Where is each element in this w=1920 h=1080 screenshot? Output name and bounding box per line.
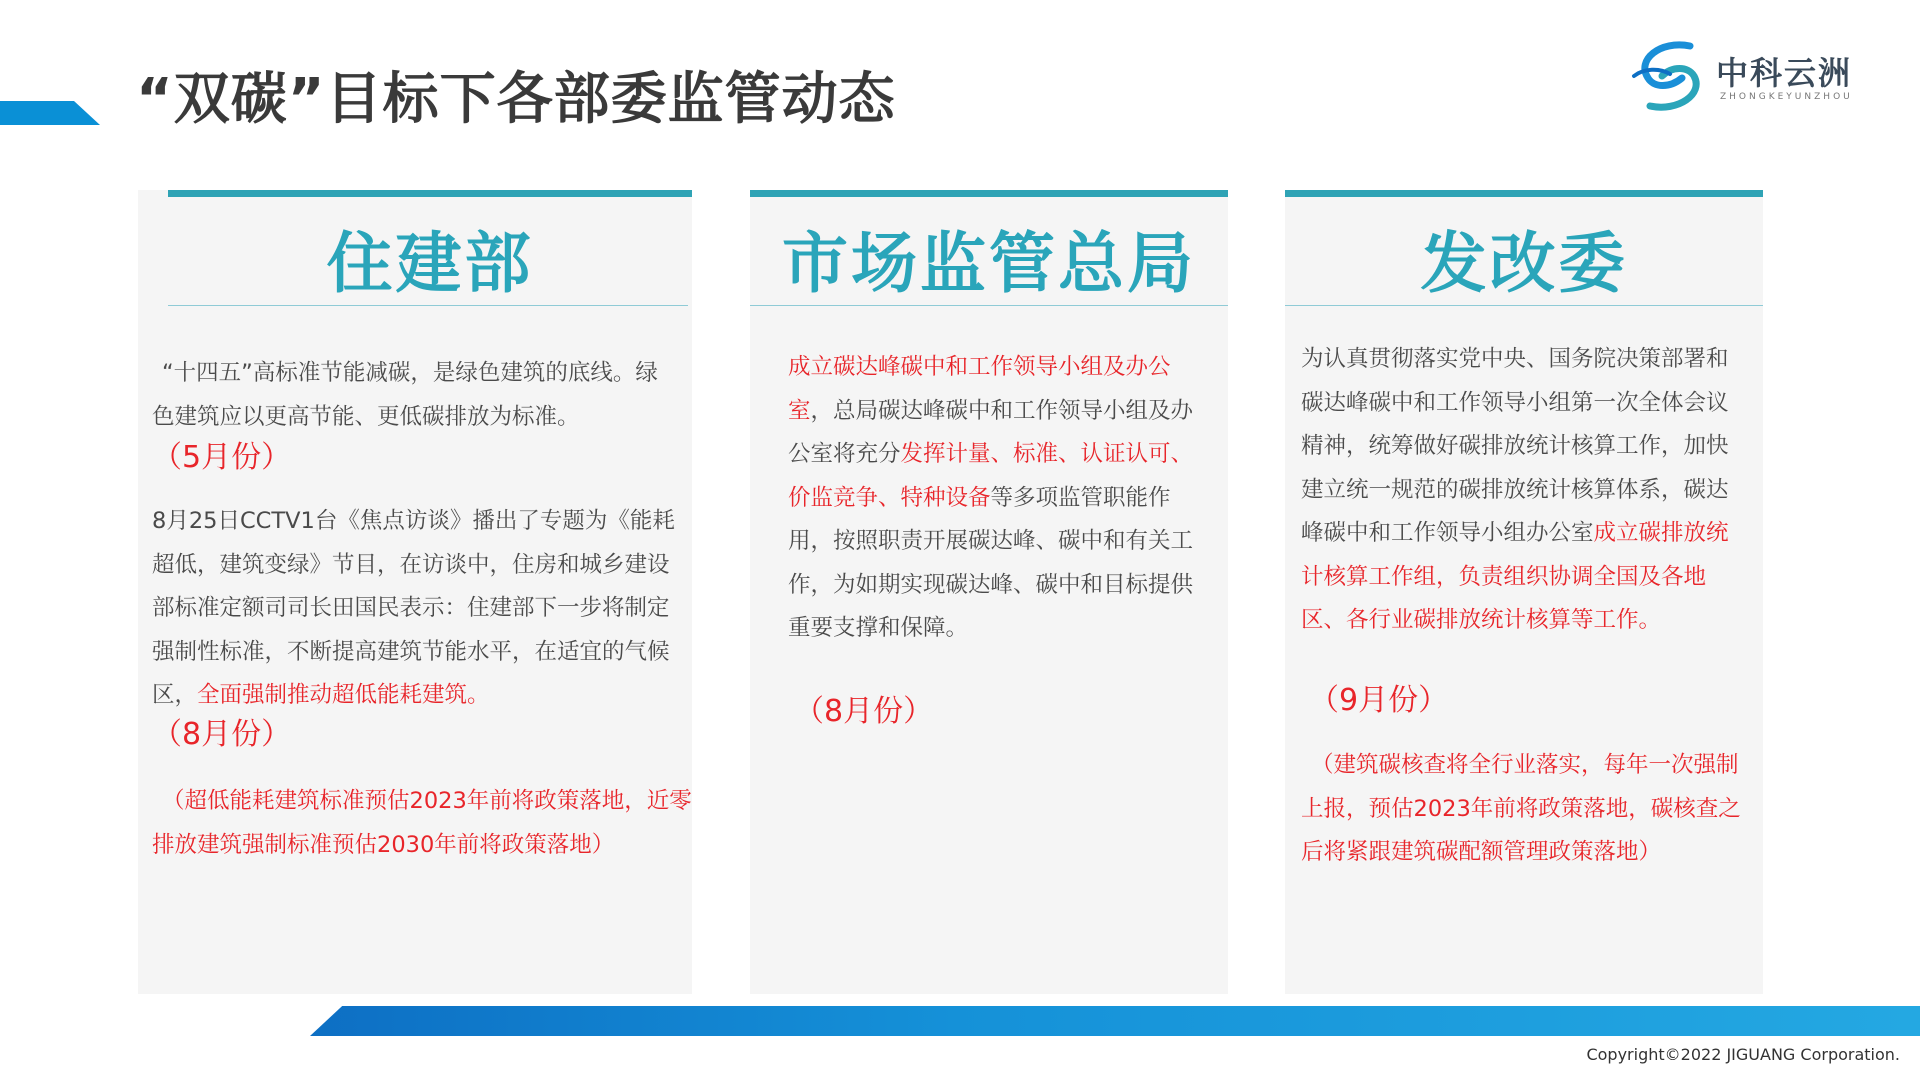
company-logo <box>1630 38 1890 114</box>
panel-shichangjianguan <box>750 190 1228 994</box>
policy-paragraph: “十四五”高标准节能减碳，是绿色建筑的底线。绿色建筑应以更高节能、更低碳排放为标准。 <box>152 360 658 430</box>
panel-top-bar <box>168 190 692 197</box>
panel-divider <box>750 305 1228 306</box>
logo-subtitle: ZHONGKEYUNZHOU <box>1720 92 1853 102</box>
policy-paragraph <box>1301 338 1746 643</box>
panel-top-bar <box>1285 190 1763 197</box>
panel-top-bar <box>750 190 1228 197</box>
corner-accent-bar <box>0 101 100 125</box>
logo-name: 中科云洲 <box>1716 54 1853 92</box>
panel-heading: 发改委 <box>1420 225 1628 302</box>
panel-divider <box>168 305 688 306</box>
panel-divider <box>1285 305 1763 306</box>
month-label: （9月份） <box>1309 683 1449 718</box>
policy-highlight: 成立碳排放统计核算工作组，负责组织协调全国及各地区、各行业碳排放统计核算等工作。 <box>1301 520 1729 633</box>
policy-highlight: 全面强制推动超低能耗建筑。 <box>197 682 490 708</box>
slide-title: “双碳”目标下各部委监管动态 <box>136 67 896 132</box>
swirl-logo-icon <box>1630 38 1716 114</box>
copyright-text: Copyright©2022 JIGUANG Corporation. <box>1586 1045 1900 1064</box>
policy-text: 为认真贯彻落实党中央、国务院决策部署和碳达峰碳中和工作领导小组第一次全体会议精神，统筹做好碳排放统计核算工作，加快建立统一规范的碳排放统计核算体系，碳达峰碳中和工作领导小组办公室 <box>1301 346 1729 546</box>
month-label: （8月份） <box>152 717 292 752</box>
policy-text: 8月25日CCTV1台《焦点访谈》播出了专题为《能耗超低，建筑变绿》节目，在访谈中，住房和城乡建设部标准定额司司长田国民表示：住建部下一步将制定强制性标准，不断提高建筑节能水平，在适宜的气候区， <box>152 508 675 708</box>
policy-highlight: 成立碳达峰碳中和工作领导小组及办公室 <box>788 354 1171 424</box>
forecast-note: （超低能耗建筑标准预估2023年前将政策落地，近零排放建筑强制标准预估2030年前将政策落地） <box>152 788 692 858</box>
policy-highlight: 发挥计量、标准、认证认可、价监竞争、特种设备 <box>788 441 1194 511</box>
policy-paragraph <box>788 346 1208 651</box>
panel-fagaiwei <box>1285 190 1763 994</box>
policy-text: 等多项监管职能作用，按照职责开展碳达峰、碳中和有关工作，为如期实现碳达峰、碳中和目标提供重要支撑和保障。 <box>788 484 1194 641</box>
policy-text: ，总局碳达峰碳中和工作领导小组及办公室将充分 <box>788 397 1194 467</box>
policy-paragraph <box>152 500 677 718</box>
panel-zhujianbu <box>138 190 692 994</box>
panel-heading: 住建部 <box>326 225 534 302</box>
forecast-note: （建筑碳核查将全行业落实，每年一次强制上报，预估2023年前将政策落地，碳核查之后将紧跟建筑碳配额管理政策落地） <box>1301 752 1741 865</box>
panel-heading: 市场监管总局 <box>782 225 1196 302</box>
month-label: （5月份） <box>152 440 292 475</box>
month-label: （8月份） <box>794 694 934 729</box>
footer-band <box>310 1006 1920 1036</box>
